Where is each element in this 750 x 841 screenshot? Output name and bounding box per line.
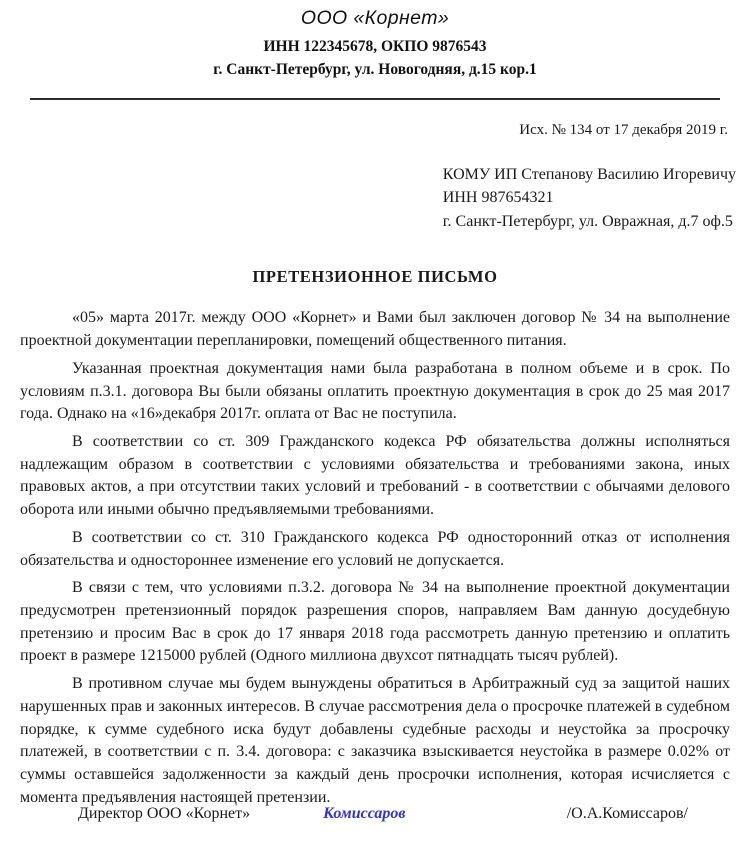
body-paragraph-3: В соответствии со ст. 309 Гражданского кодекса РФ обязательства должны исполняться надлежащим образом в соответствии с условиями обязательства и требованиями закона, иных правовых актов, а при отсутствии таких условий и требований - в соответствии с обычаями делового оборота или иными обычно предъявляемыми требованиями. <box>20 432 730 519</box>
company-name: ООО «Корнет» <box>300 7 450 29</box>
recipient-name: КОМУ ИП Степанову Василию Игоревичу <box>442 165 736 183</box>
signatory-role: Директор ООО «Корнет» <box>78 805 251 822</box>
letterhead <box>0 0 750 81</box>
body-paragraph-4: В соответствии со ст. 310 Гражданского кодекса РФ односторонний отказ от исполнения обязательства и одностороннее изменение его условий не допускается. <box>20 528 730 569</box>
company-registration-line: ИНН 122345678, ОКПО 9876543 <box>263 38 487 56</box>
body-paragraph-6: В противном случае мы будем вынуждены обратиться в Арбитражный суд за защитой наших нарушенных прав и законных интересов. В случае рассмотрения дела о просрочке платежей в судебном порядке, к сумме судебного иска будут добавлены судебные расходы и неустойка за просрочку платежей, в соответствии с п. 3.4. договора: с заказчика взыскивается неустойка в размере 0.02% от суммы оставшейся задолженности за каждый день просрочки исполнения, которая исчисляется с момента предъявления настоящей претензии. <box>20 675 730 806</box>
recipient-inner <box>443 163 736 234</box>
document-title: ПРЕТЕНЗИОННОЕ ПИСЬМО <box>252 267 498 287</box>
outgoing-reference: Исх. № 134 от 17 декабря 2019 г. <box>519 122 728 139</box>
letterhead-divider <box>30 98 720 100</box>
body-paragraph-2: Указанная проектная документация нами была разработана в полном объеме и в срок. По условиям п.3.1. договора Вы были обязаны оплатить проектную документация в срок до 25 мая 2017 года. Однако на «16»декабря 2017г. оплата от Вас не поступила. <box>20 359 730 423</box>
document-body <box>20 307 730 809</box>
recipient-address: г. Санкт-Петербург, ул. Овражная, д.7 оф.5 <box>442 212 733 230</box>
company-address-line: г. Санкт-Петербург, ул. Новогодняя, д.15 кор.1 <box>213 60 537 78</box>
signature-block <box>20 805 730 823</box>
body-paragraph-5: В связи с тем, что условиями п.3.2. договора № 34 на выполнение проектной документации предусмотрен претензионный порядок разрешения споров, направляем Вам данную досудебную претензию и просим Вас в срок до 17 января 2018 года рассмотреть данную претензию и оплатить проект в размере 1215000 рублей (Одного миллиона двухсот пятнадцать тысяч рублей). <box>20 579 730 665</box>
body-paragraph-1: «05» марта 2017г. между ООО «Корнет» и Вами был заключен договор № 34 на выполнение проектной документации перепланировки, помещений общественного питания. <box>20 309 730 350</box>
signatory-printed-name: /О.А.Комиссаров/ <box>566 805 688 822</box>
recipient-block <box>0 163 736 234</box>
recipient-inn: ИНН 987654321 <box>442 189 554 207</box>
handwritten-signature: Комиссаров <box>323 805 406 822</box>
